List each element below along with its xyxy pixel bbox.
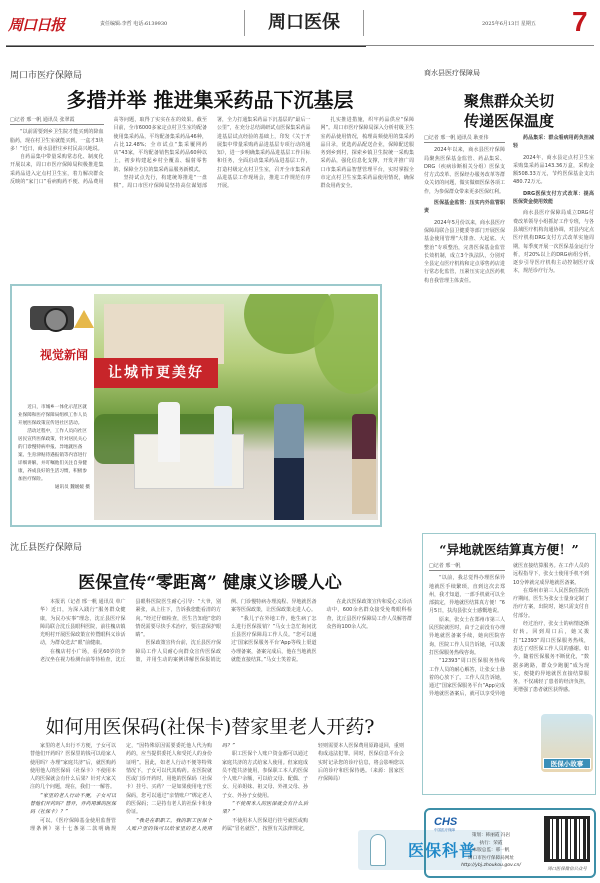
paragraph: 自药品集中带量采购常态化、制度化开展以来，周口市医疗保障局积极推进集采药品进入定点村卫生室，着力解决群众反映的“家门口”看病购药不便、药品费用高等问题，取得了实实在在的效果。截至目前，全市6000多家定点村卫生室均配备使用集采药品，平均配备集采药品46种，占比12.48%；全市试点“集采覆网药店”43家，平均配备销售集采药品60种以上，初步构建起乡村全覆盖、辐射零售的、保障全方位的集采药品服务新模式。 xyxy=(10,117,207,186)
paragraph: 本报讯（记者 邢一帆 通讯员 单广华）近日，为深入践行“服务群众健康，为民办实事”理念，沈丘县医疗保障局联合沈丘县眼科医院，前往槐店镇光明村开展医保政策宣传暨眼科义诊活动，为群众送去“眼”前健康。 xyxy=(40,599,126,647)
person xyxy=(352,414,376,514)
paragraph: 商水县医疗保障局成立DRG付费改革领导小组抓好工作专班，与各县域医疗机构沟通协调，对县内定点医疗机构DRG支付方式改革实施周期，每季度开展一次医保基金运行分析，对20%以上的DRG病组分析，逐步引导医疗机构主动控制医疗成本，规范诊疗行为。 xyxy=(513,210,594,275)
article-body xyxy=(424,134,594,504)
credits xyxy=(446,832,536,870)
subhead: 医保基金监管：压实内外监管职责 xyxy=(424,200,505,215)
paragraph: 2024年以来，商水县医疗保障局聚焦医保基金监管、药品集采、DRG（疾病诊断相关分组）医保支付方式改革、医保经办服务改革等群众关切的问题，做实做细医保各项工作，为参保群众带来更多医保红利。 xyxy=(424,147,505,195)
paragraph: 不使用本人医保进行挂号就医或购药属“冒名就医”，按照有关法律规定，轻则需要本人医保费用原路退回，重则构成违法犯罪。同时，医保信息平台会实时记录您的诊疗信息，将会影响您以后的诊疗和医保待遇。（来源：国家医疗保障局） xyxy=(222,743,404,832)
tree xyxy=(314,294,378,394)
paragraph: 在此次医保政策宣传和爱心义诊活动中，600余名群众接受免费眼科检查，沈丘县医疗保障局工作人员解答群众咨询100余人次。 xyxy=(326,599,412,630)
chs-logo-sub: 中国医疗保障 xyxy=(434,828,455,832)
byline: □记者 邢一帆 通讯员 耿亚伟 xyxy=(424,134,505,143)
person xyxy=(274,404,304,520)
question: “不使用本人的医保就会有什么后果？” xyxy=(222,801,308,816)
paragraph: 原来，张女士在郑州市第三人民医院就医时，由于之前没有办理异地就医备案手续，她向医院咨询，医院工作人员告诉她，可以拨打医保服务热线咨询。 xyxy=(429,616,505,656)
credits-box xyxy=(424,808,596,878)
news-photo xyxy=(94,294,378,520)
paragraph: 扎实推进措施，织牢药品供应“保障网”。周口市医疗保障局深入分析村级卫生室药品使用情况，梳理高频使用的集采药品目录，优选药品配送企业，保障配送服务到乡到村，探索乡镇卫生院统一采购集采药品，强化信息化支撑，开发并推广周口市集采药品智慧管理平台，实时掌握全市定点村卫生室集采药品使用情况，确保群众用药安全。 xyxy=(320,117,414,190)
building xyxy=(104,304,224,364)
visual-news-kicker: 视觉新闻 xyxy=(40,348,89,362)
byline: □记者 邢一帆 xyxy=(429,562,505,571)
issue-date: 2025年6月13日 星期五 xyxy=(482,21,536,27)
website-link[interactable]: http://ybj.zhoukou.gov.cn/ xyxy=(461,863,521,869)
caption-paragraph: 近日，市城乡一体化示范区就业保障和医疗保障局组织工作人员开展医保政策宣传进社区活动。 xyxy=(18,405,87,426)
paragraph: 2024年，商水县定点村卫生室采购集采药品143.36万盒，采购金额508.33万元，节约医保基金支出480.72万元。 xyxy=(513,154,594,186)
credit-line: 执行：荣霞 xyxy=(479,840,503,846)
article-headline-line2: 传递医保温度 xyxy=(463,112,554,130)
subhead: DRG医保支付方式改革：提高医保资金使用效能 xyxy=(513,190,594,206)
visual-news-box xyxy=(10,284,382,527)
credit-line: 周口市医疗保障局网址 xyxy=(468,855,514,861)
science-banner-label: 医保科普 xyxy=(408,841,477,860)
qr-code xyxy=(544,816,590,862)
paragraph: “以前需要到乡卫生院才能买到的降血脂药，现在村卫生室就能买到，一盒才3块多！”近日，商水县舒庄乡村民高兴地说。 xyxy=(10,129,104,152)
question: “我是在职职工，我的职工医保个人账户里的钱可以给家里的老人使用吗？” xyxy=(126,743,235,832)
article-body xyxy=(30,742,404,882)
credit-line: 策划：韩丽霞 冯岩 xyxy=(471,833,511,838)
page-number: 7 xyxy=(572,6,588,37)
caption-paragraph: 活动过程中，工作人员向社区居民宣传医保政策，针对居民关心的门诊慢特病申报、异地就医备案、生育津贴待遇报销等内容进行详细讲解，并叮嘱他们关注自身健康，养成良好的生活习惯，积极参加医疗保险。 xyxy=(18,429,87,482)
paragraph: “12393”周口医保服务热线工作人员的耐心解答，让张女士悬着的心放下了。工作人员告诉她，通过“国家医保服务平台”App完成异地就医备案后，就可以享受异地就医直接结算服务。在工作人员的远程指导下，张女士使用手机不到10分钟就完成异地就医备案。 xyxy=(429,563,589,698)
subhead: 药品集采：群众看病用药负担减轻 xyxy=(513,135,594,150)
editor-info: 责任编辑:李哲 电话:6139930 xyxy=(100,21,168,27)
paragraph: 在郑州市第三人民医院住院治疗期间，医生为张女士量身定制了治疗方案，出院时，她只需支付自付部分。 xyxy=(513,587,589,619)
qr-caption: 周口医保微信公众号 xyxy=(547,867,587,872)
credit-line: 本版总监：邢一帆 xyxy=(472,848,510,854)
person xyxy=(214,406,232,486)
question: “家里的老人行动不便，子女可以替他们开药吗？替开，开药用谁的医保码（社保卡）？” xyxy=(30,792,116,816)
article-org: 商水县医疗保障局 xyxy=(424,69,480,77)
paragraph: 职工医保个人账户资金都可以通过家庭共济的方式给家人使用。但家庭成员不能共济使用，参保职工本人的医保个人账户余额，可以给父母、配偶、子女、兄弟姐妹、祖父母、外祖父母、孙子女、外孙子女使用。 xyxy=(222,751,308,799)
article-org: 周口市医疗保障局 xyxy=(10,71,83,81)
article-headline: 医保宣传“零距离” 健康义诊暖人心 xyxy=(78,573,342,593)
byline: □记者 邢一帆 通讯员 张翠霞 xyxy=(10,116,104,125)
triangle-decoration xyxy=(74,310,94,328)
chs-logo: CHS xyxy=(434,816,458,828)
article-body xyxy=(10,116,414,276)
event-banner: 让城市更美好 xyxy=(94,358,218,388)
paragraph: 2024年5月份以来，商水县医疗保障局联合县卫健委等部门开展医保基金使用管理“大排查、大起底、大整治”专项整治，完善医保基金监管长效机制，成立3个执法队，分别对全县定点医疗机构和定点零售药店进行常态化监管，压紧压实定点医药机构自我管理主体责任。 xyxy=(424,219,505,284)
camera-icon xyxy=(30,306,74,330)
paragraph: 经过治疗，张女士的病情逐渐好转。回到周口后，她又拨打“12393”周口医保服务热线，表达了对医保工作人员的感谢。如今，随着医保服务不断优化，“数据多跑路，群众少跑腿”成为现实，便捷的异地就医直接结算服务，不仅减轻了患者的经济负担，更增强了患者就医获得感。 xyxy=(513,621,589,694)
paragraph: 坚持试点先行，构建统筹推进“一盘棋”。周口市医疗保障局坚持高位谋划部署，全力打通集采药品下沉基层的“最后一公里”，在充分总结调研试点医保集采药品进基层试点经验的基础上，印发《关于开展集中带量采购药品进基层专项行动的通知》，进一步明确集采药品进基层工作目标和任务，全面启动集采药品进基层工作，打造村级定点村卫生室，召开全市集采药品进基层工作现场会，推进工作规范有序开展。 xyxy=(113,117,311,190)
story-illustration xyxy=(541,714,593,772)
article-headline-line1: 聚焦群众关切 xyxy=(463,92,554,110)
paragraph: 可以。《医疗保障基金使用监督管理条例》第十七条第二款明确规定，“因特殊原因需要委托他人代为购药的，应当提供委托人和受托人的身份证明”。因此，如老人行动不便等特殊情况下，子女可以代其购药。在医院就医或门诊开药时，用他的医保码（社保卡）挂号、买药？一是如果使用电子医保码，您可以通过“亲情账户”绑定老人的医保码；二是持有老人的社保卡和身份证。 xyxy=(30,743,212,832)
person xyxy=(158,402,180,462)
paragraph: “我儿子在外地工作，他生病了怎么进行医保报销？”马女士急忙询问沈丘县医疗保障局工作人员。“您可以通过‘国家医保服务平台’App等线上渠道办理备案，备案完成后，他在当地就医就能直接结算。”马女士笑着说。 xyxy=(231,615,317,664)
header-divider-bold xyxy=(6,46,366,47)
newspaper-logo: 周口日报 xyxy=(8,16,65,34)
photo-caption xyxy=(18,404,90,492)
article-headline: 如何用医保码(社保卡)替家里老人开药? xyxy=(45,716,375,738)
story-headline: “异地就医结算真方便！” xyxy=(439,542,579,557)
paragraph: 医保政策宣传台前，沈丘县医疗保障局工作人员耐心向群众宣传医保政策，并用生动的案例讲解医保报销比例、门诊慢特病办理流程、异地就医备案等医保政策，让医保政策走进人心。 xyxy=(135,599,317,664)
paragraph: 在槐店村小广场，看见60岁的李老汉坐在视力检测台前等待检查，沈丘县眼科医院医生耐心引导：“大爷，别紧张，从上往下，告诉我您能看清的方向。”经过仔细检查，医生告知他“您的情况需要尽快手术治疗，要注意保护眼睛”。 xyxy=(40,599,221,664)
story-box xyxy=(422,533,596,795)
article-org: 沈丘县医疗保障局 xyxy=(10,543,83,553)
paragraph: 家里的老人出行不方便，子女可以替他们开药吗？医保里的钱可以给家人使用吗？办理“家庭共济”后，就医购药使用他人的医保码（社保卡）不使用本人的医保就会有什么后果？针对大家关注的几个问题，现在，我们一一解答。 xyxy=(30,743,116,791)
article-body xyxy=(40,598,412,690)
section-title: 周口医保 xyxy=(244,10,364,36)
photo-credit: 通讯员 魏媛媛 摄 xyxy=(54,485,90,490)
story-badge: 医保小故事 xyxy=(543,758,591,769)
paragraph: “以前，我总觉得办理医保异地就医手续繁琐，直到这次去郑州，我才知道，一部手机就可以全部搞定，异地就医结算真方便！”6月5日，扶沟县张女士感慨地说。 xyxy=(429,575,505,615)
doctor-icon xyxy=(370,834,386,866)
article-headline: 多措并举 推进集采药品下沉基层 xyxy=(66,88,354,112)
